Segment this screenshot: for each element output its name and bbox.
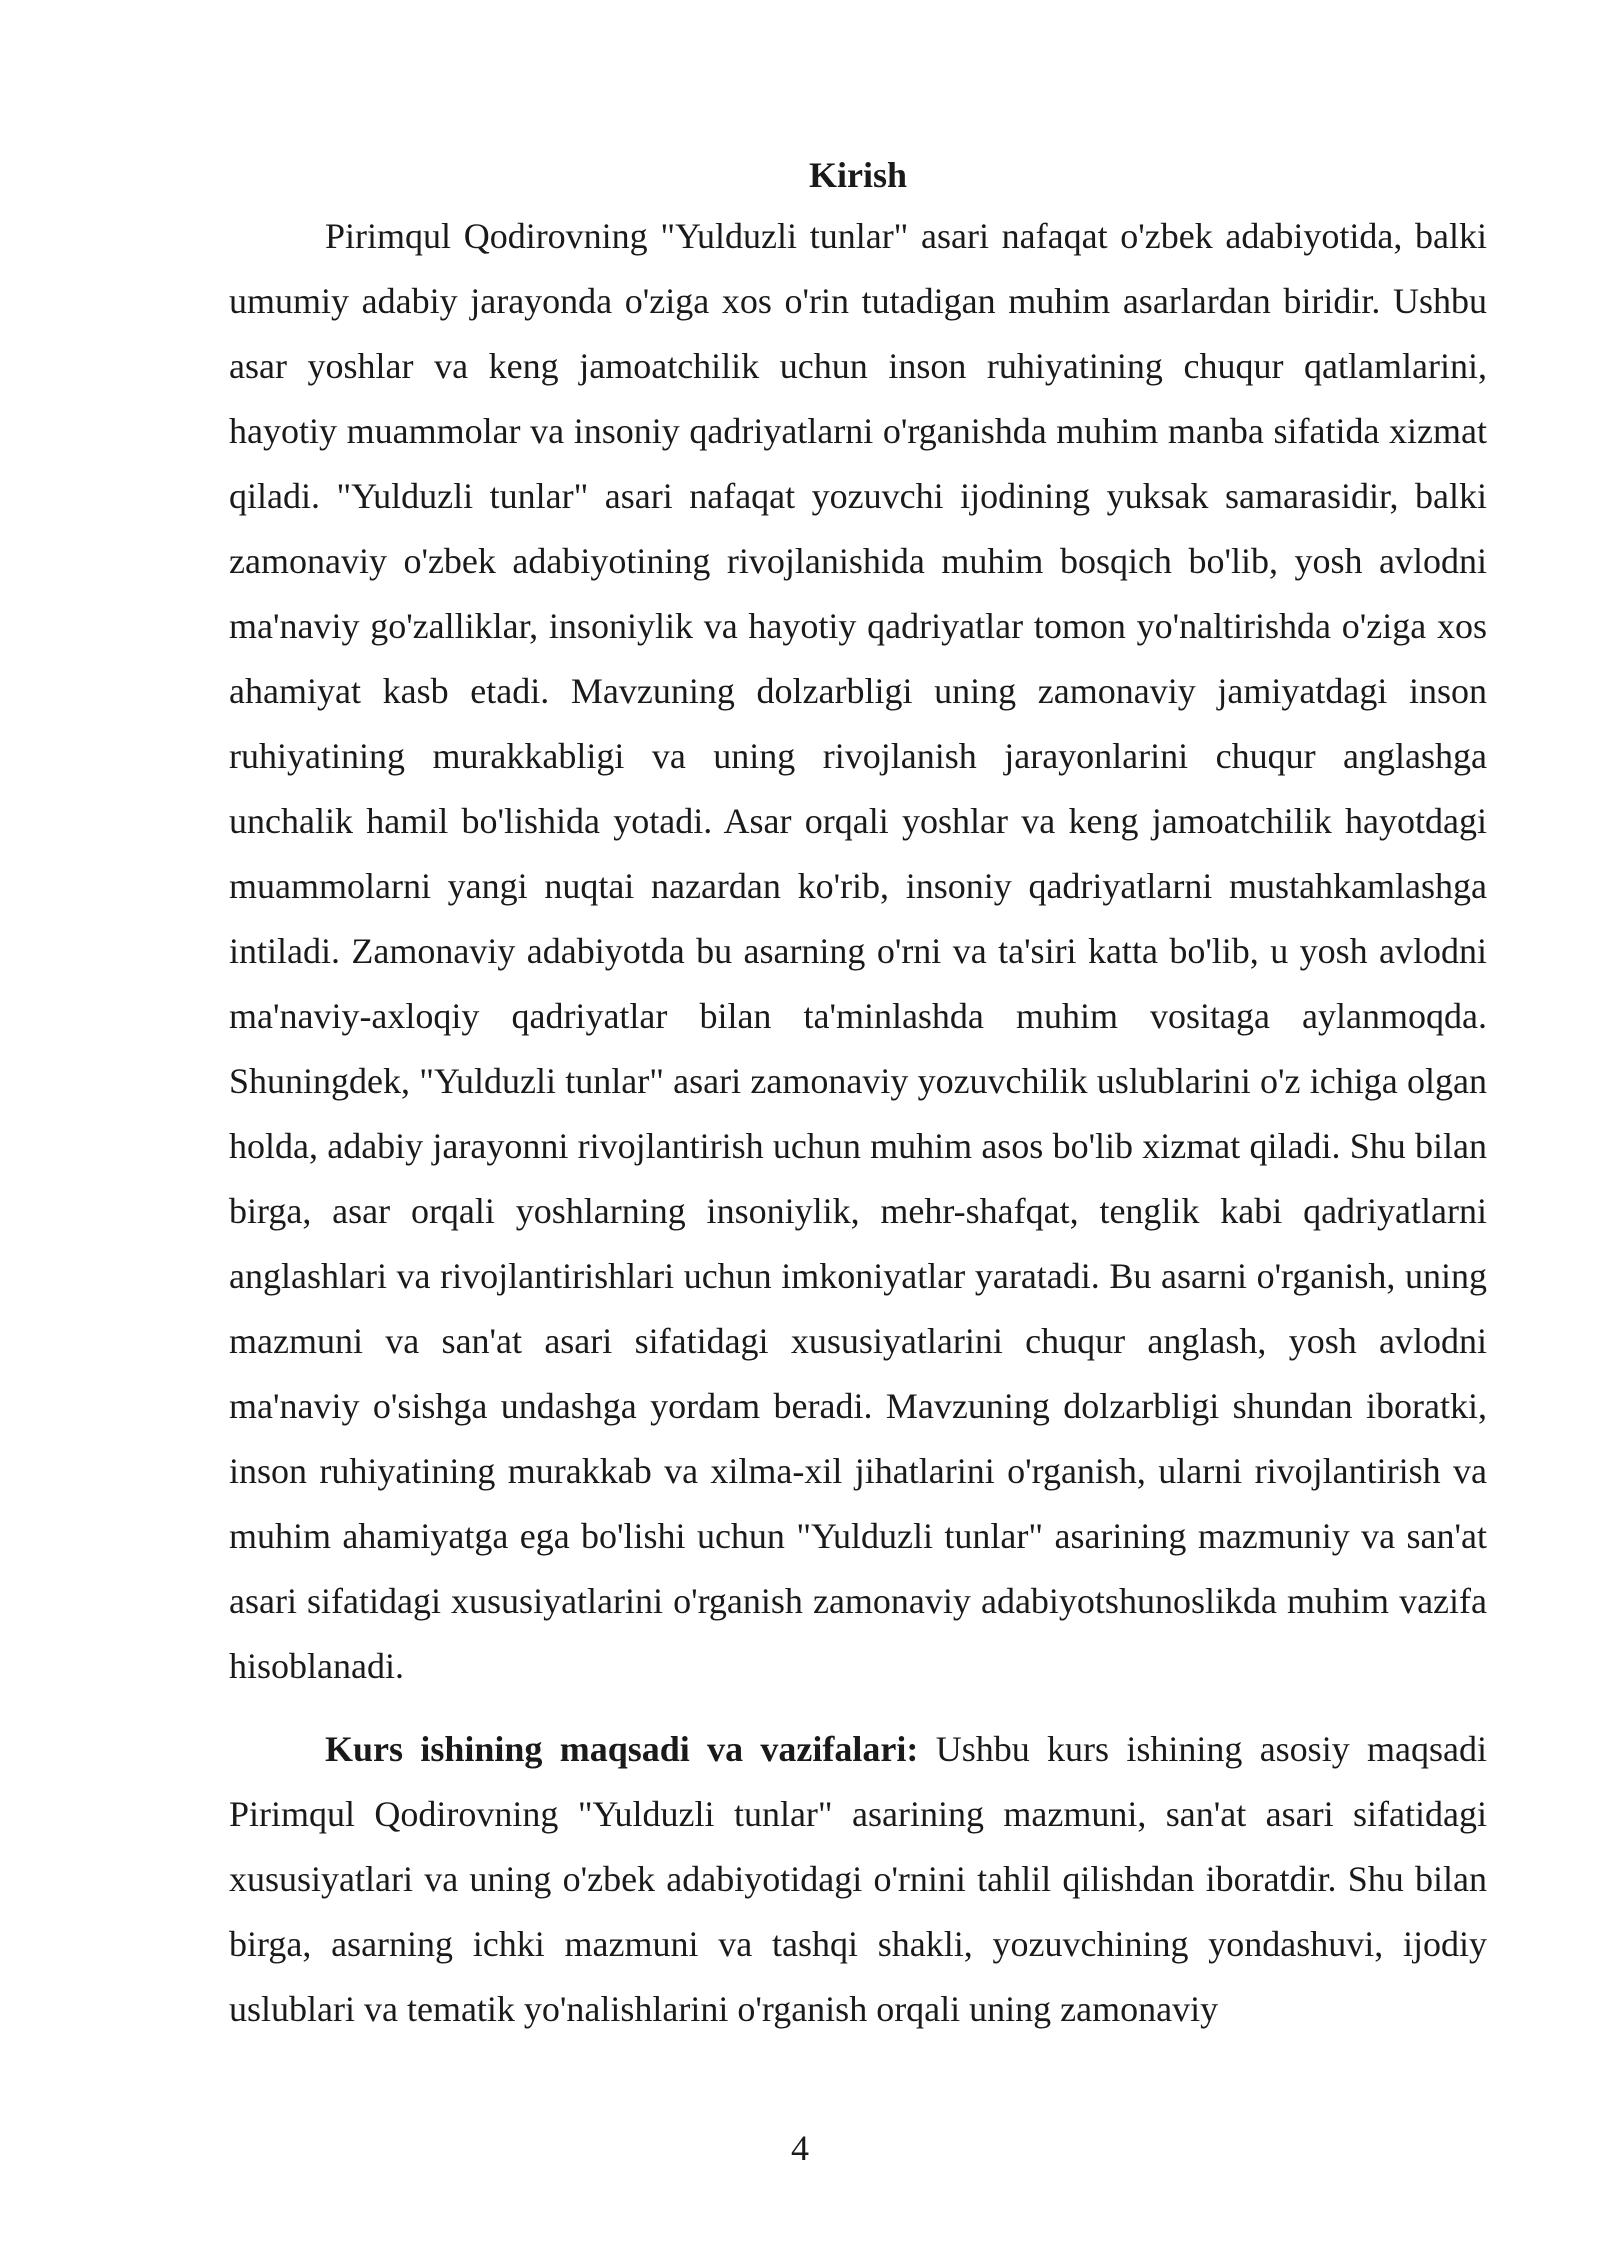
intro-paragraph: Pirimqul Qodirovning "Yulduzli tunlar" asari nafaqat o'zbek adabiyotida, balki umumiy adabiy jarayonda o'ziga xos o'rin tutadigan muhim asarlardan biridir. Ushbu asar yoshlar va keng jamoatchilik uchun inson ruhiyatining chuqur qatlamlarini, hayotiy muammolar va insoniy qadriyatlarni o'rganishda muhim manba sifatida xizmat qiladi. "Yulduzli tunlar" asari nafaqat yozuvchi ijodining yuksak samarasidir, balki zamonaviy o'zbek adabiyotining rivojlanishida muhim bosqich bo'lib, yosh avlodni ma'naviy go'zalliklar, insoniylik va hayotiy qadriyatlar tomon yo'naltirishda o'ziga xos ahamiyat kasb etadi. Mavzuning dolzarbligi uning zamonaviy jamiyatdagi inson ruhiyatining murakkabligi va uning rivojlanish jarayonlarini chuqur anglashga unchalik hamil bo'lishida yotadi. Asar orqali yoshlar va keng jamoatchilik hayotdagi muammolarni yangi nuqtai nazardan ko'rib, insoniy qadriyatlarni mustahkamlashga intiladi. Zamonaviy adabiyotda bu asarning o'rni va ta'siri katta bo'lib, u yosh avlodni ma'naviy-axloqiy qadriyatlar bilan ta'minlashda muhim vositaga aylanmoqda. Shuningdek, "Yulduzli tunlar" asari zamonaviy yozuvchilik uslublarini o'z ichiga olgan holda, adabiy jarayonni rivojlantirish uchun muhim asos bo'lib xizmat qiladi. Shu bilan birga, asar orqali yoshlarning insoniylik, mehr-shafqat, tenglik kabi qadriyatlarni anglashlari va rivojlantirishlari uchun imkoniyatlar yaratadi. Bu asarni o'rganish, uning mazmuni va san'at asari sifatidagi xususiyatlarini chuqur anglash, yosh avlodni ma'naviy o'sishga undashga yordam beradi. Mavzuning dolzarbligi shundan iboratki, inson ruhiyatining murakkab va xilma-xil jihatlarini o'rganish, ularni rivojlantirish va muhim ahamiyatga ega bo'lishi uchun "Yulduzli tunlar" asarining mazmuniy va san'at asari sifatidagi xususiyatlarini o'rganish zamonaviy adabiyotshunoslikda muhim vazifa hisoblanadi. — [229, 216, 1487, 1686]
page-body — [229, 146, 1487, 2042]
goals-lead-text: Kurs ishining maqsadi va vazifalari: — [325, 1729, 919, 1769]
goals-paragraph — [229, 1717, 1487, 2042]
section-heading: Kirish — [808, 155, 907, 195]
page-number: 4 — [791, 2128, 809, 2168]
goals-body-text: Ushbu kurs ishining asosiy maqsadi Pirimqul Qodirovning "Yulduzli tunlar" asarining mazmuni, san'at asari sifatidagi xususiyatlari va uning o'zbek adabiyotidagi o'rnini tahlil qilishdan iboratdir. Shu bilan birga, asarning ichki mazmuni va tashqi shakli, yozuvchining yondashuvi, ijodiy uslublari va tematik yo'nalishlarini o'rganish orqali uning zamonaviy — [229, 1729, 1487, 2029]
